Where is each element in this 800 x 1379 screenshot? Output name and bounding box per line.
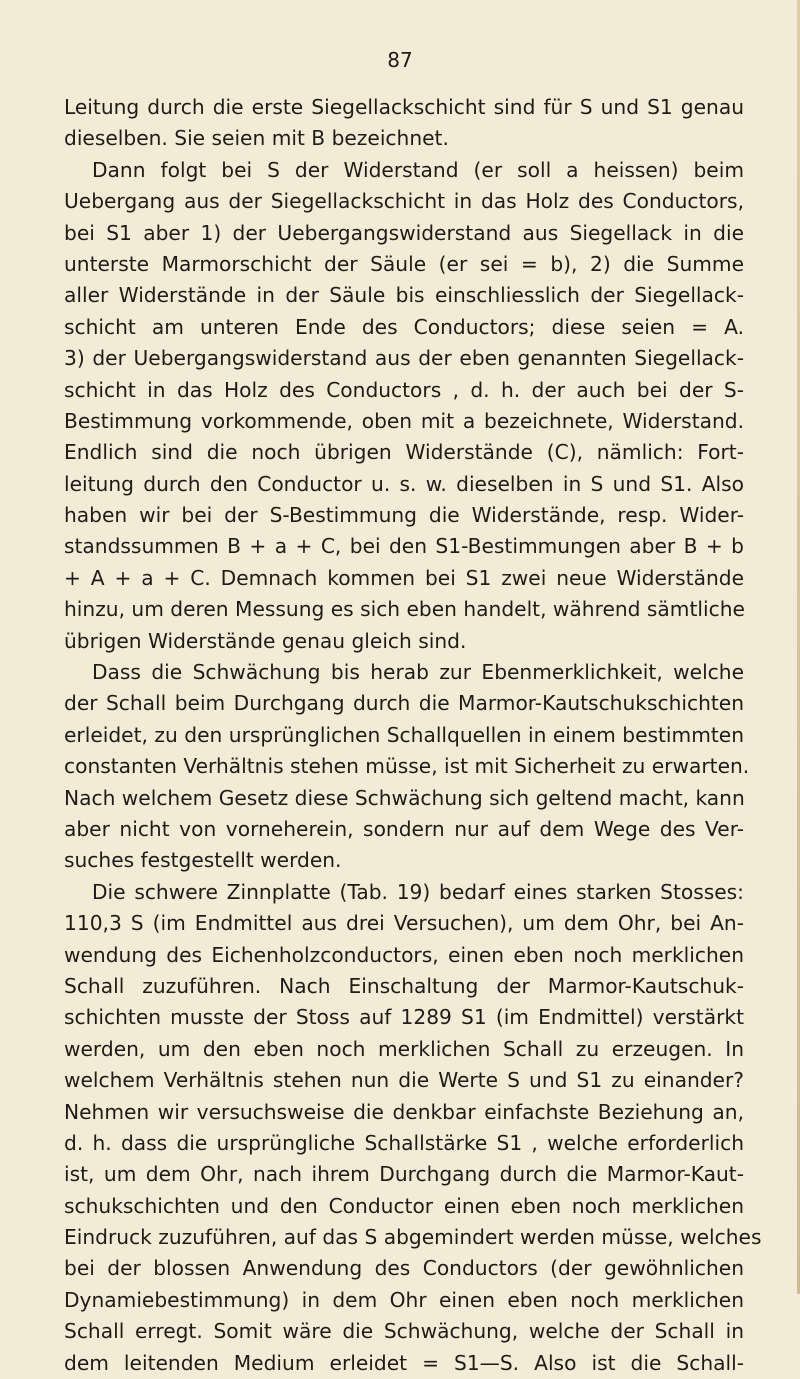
text-line: aller Widerstände in der Säule bis einschliesslich der Siegellack- <box>64 283 744 308</box>
text-line: standssummen B + a + C, bei den S1-Bestimmungen aber B + b <box>64 534 744 559</box>
text-line: dieselben. Sie seien mit B bezeichnet. <box>64 126 449 151</box>
text-line: bei der blossen Anwendung des Conductors (der gewöhnlichen <box>64 1256 744 1281</box>
text-line: Dass die Schwächung bis herab zur Ebenmerklichkeit, welche <box>92 660 744 685</box>
text-line: wendung des Eichenholzconductors, einen eben noch merklichen <box>64 942 744 967</box>
text-line: werden, um den eben noch merklichen Schall zu erzeugen. In <box>64 1036 744 1061</box>
text-line: übrigen Widerstände genau gleich sind. <box>64 628 467 653</box>
text-line: Eindruck zuzuführen, auf das S abgemindert werden müsse, welches <box>64 1225 762 1250</box>
text-line: schicht in das Holz des Conductors , d. h. der auch bei der S- <box>64 377 744 402</box>
text-line: Nach welchem Gesetz diese Schwächung sich geltend macht, kann <box>64 785 745 810</box>
text-line: Die schwere Zinnplatte (Tab. 19) bedarf eines starken Stosses: <box>92 879 744 904</box>
text-line: dem leitenden Medium erleidet = S1—S. Also ist die Schall- <box>64 1350 744 1375</box>
text-line: constanten Verhältnis stehen müsse, ist mit Sicherheit zu erwarten. <box>64 754 750 779</box>
text-line: aber nicht von vorneherein, sondern nur auf dem Wege des Ver- <box>64 816 744 841</box>
text-line: unterste Marmorschicht der Säule (er sei = b), 2) die Summe <box>64 251 744 276</box>
text-line: d. h. dass die ursprüngliche Schallstärke S1 , welche erforderlich <box>64 1130 744 1155</box>
text-line: Uebergang aus der Siegellackschicht in das Holz des Conductors, <box>64 189 744 214</box>
text-line: bei S1 aber 1) der Uebergangswiderstand aus Siegellack in die <box>64 220 744 245</box>
text-line: suches festgestellt werden. <box>64 848 342 873</box>
text-line: Dann folgt bei S der Widerstand (er soll a heissen) beim <box>92 157 744 182</box>
text-line: hinzu, um deren Messung es sich eben handelt, während sämtliche <box>64 597 745 622</box>
text-line: leitung durch den Conductor u. s. w. dieselben in S und S1. Also <box>64 471 744 496</box>
body-text <box>64 92 762 1379</box>
text-line: Schall zuzuführen. Nach Einschaltung der Marmor-Kautschuk- <box>64 973 744 998</box>
text-line: schichten musste der Stoss auf 1289 S1 (im Endmittel) verstärkt <box>64 1005 744 1030</box>
text-line: haben wir bei der S-Bestimmung die Widerstände, resp. Wider- <box>64 503 744 528</box>
text-line: Endlich sind die noch übrigen Widerstände (C), nämlich: Fort- <box>64 440 744 465</box>
text-line: schicht am unteren Ende des Conductors; diese seien = A. <box>64 314 744 339</box>
text-line: 3) der Uebergangswiderstand aus der eben genannten Siegellack- <box>64 346 744 371</box>
text-line: welchem Verhältnis stehen nun die Werte S und S1 zu einander? <box>64 1068 744 1093</box>
text-line: erleidet, zu den ursprünglichen Schallquellen in einem bestimmten <box>64 722 744 747</box>
text-line: ist, um dem Ohr, nach ihrem Durchgang durch die Marmor-Kaut- <box>64 1162 744 1187</box>
text-line: Leitung durch die erste Siegellackschicht sind für S und S1 genau <box>64 95 744 119</box>
text-line: der Schall beim Durchgang durch die Marmor-Kautschukschichten <box>64 691 744 716</box>
text-line: + A + a + C. Demnach kommen bei S1 zwei neue Widerstände <box>64 565 744 590</box>
text-line: schukschichten und den Conductor einen eben noch merklichen <box>64 1193 744 1218</box>
text-line: 110,3 S (im Endmittel aus drei Versuchen), um dem Ohr, bei An- <box>64 911 744 936</box>
text-line: Bestimmung vorkommende, oben mit a bezeichnete, Widerstand. <box>64 408 744 433</box>
page-number: 87 <box>387 48 413 72</box>
text-line: Dynamiebestimmung) in dem Ohr einen eben noch merklichen <box>64 1287 744 1312</box>
text-line: Schall erregt. Somit wäre die Schwächung, welche der Schall in <box>64 1319 744 1344</box>
text-line: Nehmen wir versuchsweise die denkbar einfachste Beziehung an, <box>64 1099 744 1124</box>
